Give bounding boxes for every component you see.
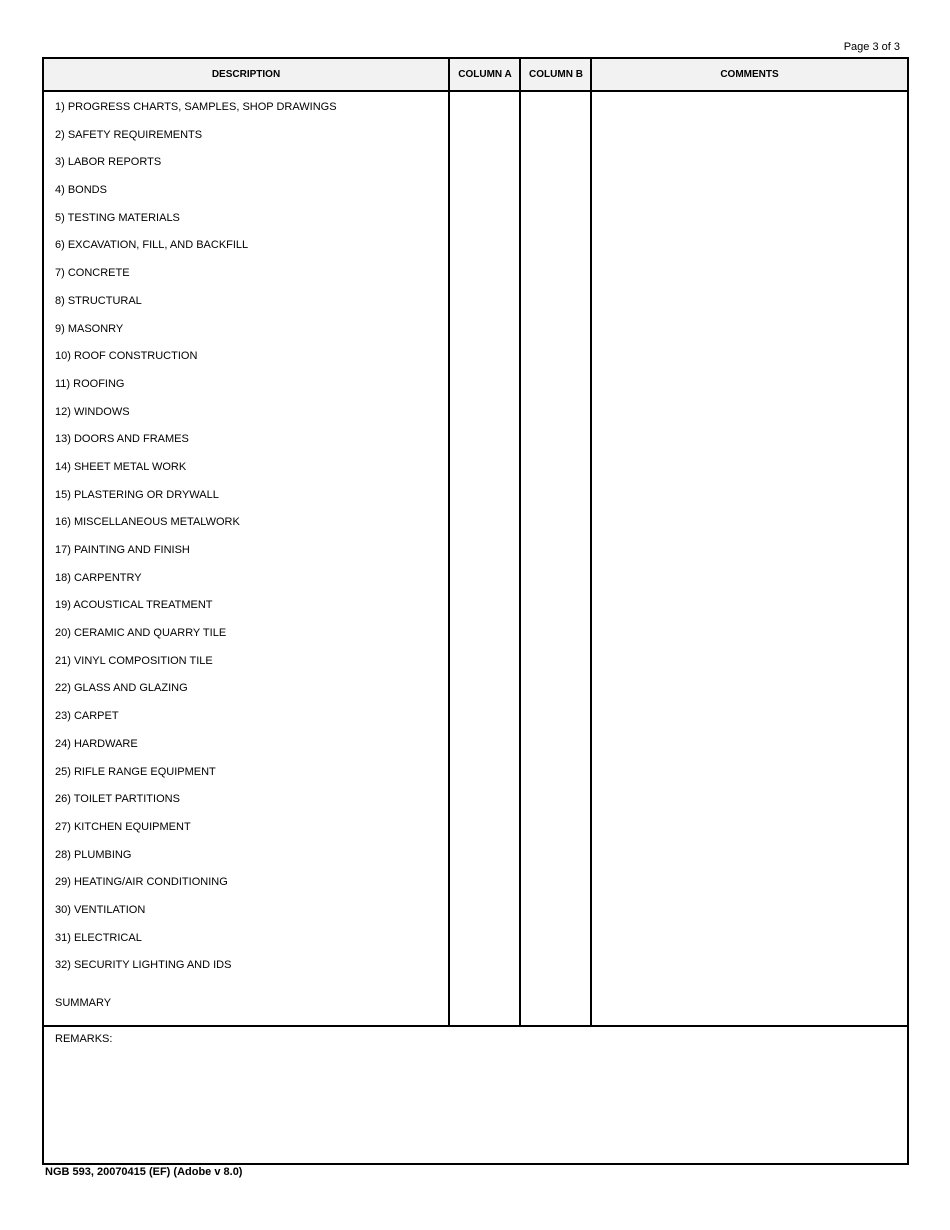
form-table [42, 57, 909, 1165]
description-item: 15) PLASTERING OR DRYWALL [55, 488, 219, 501]
description-item: 22) GLASS AND GLAZING [55, 682, 188, 695]
description-item: 5) TESTING MATERIALS [55, 211, 180, 224]
description-item: 28) PLUMBING [55, 848, 132, 861]
remarks-label: REMARKS: [55, 1033, 113, 1045]
description-item: 2) SAFETY REQUIREMENTS [55, 128, 203, 141]
description-item: 10) ROOF CONSTRUCTION [55, 350, 198, 363]
description-item: 23) CARPET [55, 710, 119, 723]
description-item: 19) ACOUSTICAL TREATMENT [55, 599, 213, 612]
description-item: 3) LABOR REPORTS [55, 156, 162, 169]
description-item: 13) DOORS AND FRAMES [55, 433, 189, 446]
description-item: 29) HEATING/AIR CONDITIONING [55, 876, 228, 889]
description-item: 16) MISCELLANEOUS METALWORK [55, 516, 240, 529]
description-item: 12) WINDOWS [55, 405, 130, 418]
description-item: 32) SECURITY LIGHTING AND IDS [55, 959, 232, 972]
table-header [44, 59, 907, 92]
description-item: 6) EXCAVATION, FILL, AND BACKFILL [55, 239, 249, 252]
page-number: Page 3 of 3 [843, 41, 900, 53]
description-item: 8) STRUCTURAL [55, 294, 142, 307]
header-column-a: COLUMN A [458, 69, 512, 80]
header-comments: COMMENTS [720, 69, 779, 80]
description-item: 17) PAINTING AND FINISH [55, 544, 190, 556]
description-item: 24) HARDWARE [55, 737, 138, 750]
description-item: 11) ROOFING [55, 377, 125, 390]
description-item: 25) RIFLE RANGE EQUIPMENT [55, 765, 216, 778]
description-item: 9) MASONRY [55, 322, 124, 335]
description-item: 31) ELECTRICAL [55, 931, 142, 944]
divider-column-a-column-b [519, 59, 521, 1025]
description-item: 14) SHEET METAL WORK [55, 460, 187, 473]
remarks-divider [44, 1025, 907, 1027]
form-identifier: NGB 593, 20070415 (EF) (Adobe v 8.0) [45, 1166, 243, 1178]
description-item: 21) VINYL COMPOSITION TILE [55, 654, 213, 667]
divider-description-column-a [448, 59, 450, 1025]
summary-label: SUMMARY [55, 997, 112, 1009]
description-item: 7) CONCRETE [55, 267, 130, 280]
description-item: 18) CARPENTRY [55, 571, 142, 584]
description-item: 4) BONDS [55, 184, 107, 197]
description-item: 1) PROGRESS CHARTS, SAMPLES, SHOP DRAWINGS [55, 101, 337, 113]
description-item: 27) KITCHEN EQUIPMENT [55, 820, 191, 833]
header-column-b: COLUMN B [529, 69, 583, 80]
description-list [55, 100, 445, 986]
description-item: 30) VENTILATION [55, 903, 146, 916]
divider-column-b-comments [590, 59, 592, 1025]
description-item: 26) TOILET PARTITIONS [55, 793, 180, 806]
description-item: 20) CERAMIC AND QUARRY TILE [55, 627, 227, 640]
header-description: DESCRIPTION [211, 69, 281, 80]
